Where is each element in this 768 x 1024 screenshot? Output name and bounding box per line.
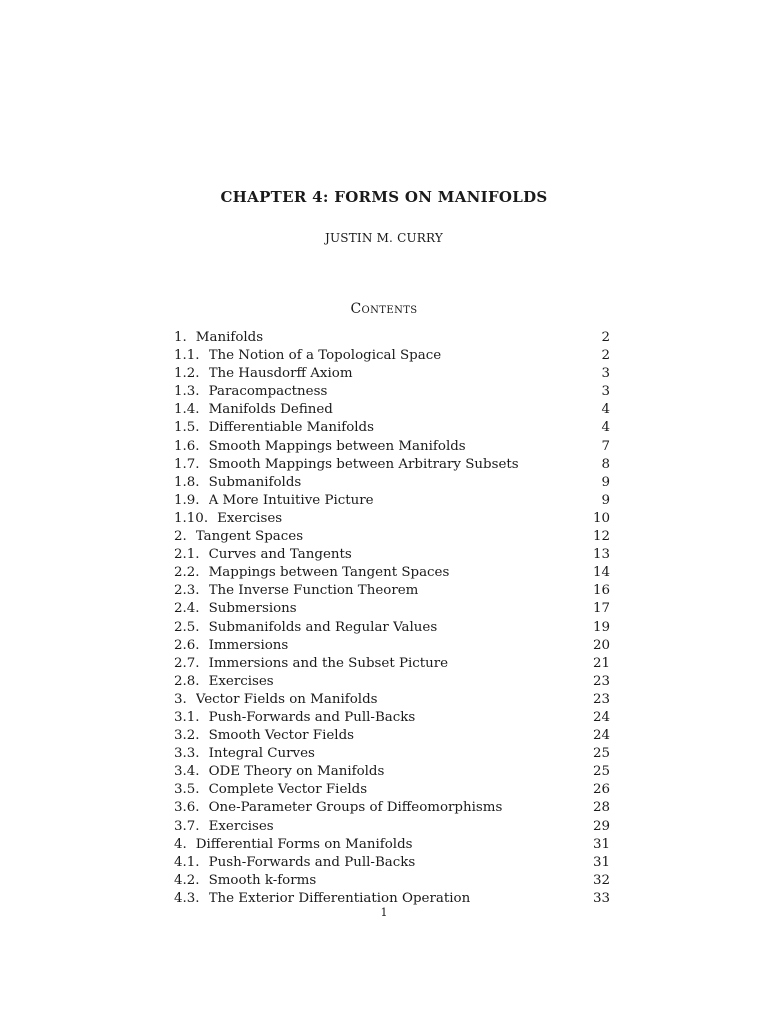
toc-entry-number: 1.7. — [174, 456, 200, 472]
toc-entry-number: 3.1. — [174, 709, 200, 725]
toc-entry-page: 9 — [601, 492, 610, 508]
toc-entry-number: 1. — [174, 330, 187, 345]
toc-entry — [174, 510, 610, 528]
toc-entry-title: Submanifolds — [208, 474, 302, 490]
toc-entry — [174, 854, 610, 872]
toc-entry-number: 1.3. — [174, 384, 200, 400]
toc-entry-title: The Exterior Differentiation Operation — [208, 890, 471, 906]
toc-entry — [174, 474, 610, 492]
author-name: JUSTIN M. CURRY — [324, 231, 444, 245]
table-of-contents — [174, 329, 610, 908]
toc-entry — [174, 673, 610, 691]
toc-entry-number: 2.5. — [174, 619, 200, 635]
toc-entry-page: 8 — [601, 456, 610, 472]
toc-entry — [174, 836, 610, 854]
toc-entry — [174, 781, 610, 799]
toc-entry-page: 23 — [592, 673, 610, 689]
toc-entry-page: 13 — [592, 547, 610, 563]
toc-entry-title: Manifolds — [195, 330, 264, 345]
toc-entry-page: 29 — [592, 818, 610, 834]
toc-entry-title: Manifolds Defined — [208, 402, 333, 418]
toc-entry-page: 32 — [592, 872, 610, 888]
toc-entry-number: 2.6. — [174, 637, 200, 653]
toc-entry-title: Push-Forwards and Pull-Backs — [208, 854, 416, 870]
toc-entry-page: 2 — [601, 330, 610, 345]
toc-entry-title: Smooth Mappings between Manifolds — [208, 438, 466, 454]
toc-entry-number: 4.2. — [174, 872, 200, 888]
toc-entry-page: 31 — [592, 836, 610, 852]
toc-entry — [174, 872, 610, 890]
toc-entry-number: 3. — [174, 691, 187, 707]
toc-entry-title: Tangent Spaces — [195, 529, 304, 545]
toc-entry-page: 19 — [592, 619, 610, 635]
toc-entry-title: Smooth Mappings between Arbitrary Subsets — [208, 456, 519, 472]
page-number: 1 — [380, 906, 388, 919]
toc-entry — [174, 637, 610, 655]
toc-entry-number: 4.1. — [174, 854, 200, 870]
toc-entry-page: 9 — [601, 474, 610, 490]
toc-entry-number: 3.3. — [174, 746, 200, 762]
toc-entry-title: Immersions and the Subset Picture — [208, 655, 449, 671]
toc-entry-title: Immersions — [208, 637, 289, 653]
toc-entry — [174, 528, 610, 546]
toc-entry — [174, 401, 610, 419]
toc-entry — [174, 419, 610, 437]
toc-entry-number: 1.6. — [174, 438, 200, 454]
toc-entry-page: 17 — [592, 601, 610, 617]
toc-entry — [174, 799, 610, 817]
toc-entry-page: 10 — [592, 510, 610, 526]
toc-entry-title: Submersions — [208, 601, 297, 617]
toc-entry — [174, 745, 610, 763]
toc-entry-number: 3.2. — [174, 728, 200, 744]
toc-entry-number: 3.7. — [174, 818, 200, 834]
toc-entry-page: 23 — [592, 691, 610, 707]
toc-entry-page: 33 — [592, 890, 610, 906]
toc-entry — [174, 709, 610, 727]
toc-entry-number: 2.2. — [174, 565, 200, 581]
toc-entry — [174, 655, 610, 673]
toc-entry-number: 2.1. — [174, 547, 200, 563]
toc-entry-title: Paracompactness — [208, 384, 328, 400]
toc-entry-number: 3.6. — [174, 800, 200, 816]
toc-entry-title: Smooth Vector Fields — [208, 728, 355, 744]
toc-entry-number: 1.4. — [174, 402, 200, 418]
toc-entry-title: The Inverse Function Theorem — [208, 583, 419, 599]
toc-entry-number: 2.4. — [174, 601, 200, 617]
toc-entry-number: 3.5. — [174, 782, 200, 798]
toc-entry — [174, 619, 610, 637]
toc-entry-page: 4 — [601, 420, 610, 436]
toc-entry-title: Curves and Tangents — [208, 547, 352, 563]
toc-entry-page: 26 — [592, 782, 610, 798]
toc-entry-title: Complete Vector Fields — [208, 782, 368, 798]
toc-entry-page: 31 — [592, 854, 610, 870]
toc-entry — [174, 818, 610, 836]
toc-entry — [174, 365, 610, 383]
toc-entry — [174, 564, 610, 582]
toc-entry — [174, 329, 610, 347]
toc-entry-title: The Hausdorff Axiom — [208, 366, 353, 382]
toc-entry-page: 14 — [592, 565, 610, 581]
toc-entry — [174, 600, 610, 618]
toc-entry-title: The Notion of a Topological Space — [208, 348, 442, 364]
toc-entry-title: Integral Curves — [208, 746, 315, 762]
toc-entry — [174, 727, 610, 745]
toc-entry-title: ODE Theory on Manifolds — [208, 764, 385, 780]
toc-entry-title: Exercises — [208, 818, 274, 834]
toc-entry-number: 1.1. — [174, 348, 200, 364]
toc-entry-number: 4. — [174, 836, 187, 852]
toc-entry — [174, 763, 610, 781]
toc-entry-page: 28 — [592, 800, 610, 816]
toc-entry-page: 16 — [592, 583, 610, 599]
toc-entry-page: 4 — [601, 402, 610, 418]
toc-entry-number: 1.8. — [174, 474, 200, 490]
toc-entry-title: One-Parameter Groups of Diffeomorphisms — [208, 800, 503, 816]
toc-entry-number: 1.9. — [174, 492, 200, 508]
toc-entry-number: 1.10. — [174, 510, 209, 526]
toc-entry-title: A More Intuitive Picture — [208, 492, 374, 508]
toc-entry-number: 2.7. — [174, 655, 200, 671]
chapter-title: CHAPTER 4: FORMS ON MANIFOLDS — [220, 188, 548, 206]
toc-entry — [174, 383, 610, 401]
toc-entry-page: 21 — [592, 655, 610, 671]
toc-entry-page: 3 — [601, 384, 610, 400]
toc-entry-number: 1.2. — [174, 366, 200, 382]
contents-heading: Contents — [350, 301, 418, 317]
toc-entry-number: 1.5. — [174, 420, 200, 436]
toc-entry-page: 7 — [601, 438, 610, 454]
toc-entry — [174, 347, 610, 365]
toc-entry — [174, 691, 610, 709]
toc-entry-page: 2 — [601, 348, 610, 364]
toc-entry-page: 25 — [592, 764, 610, 780]
toc-entry-page: 12 — [592, 529, 610, 545]
toc-entry — [174, 456, 610, 474]
toc-entry-title: Push-Forwards and Pull-Backs — [208, 709, 416, 725]
toc-entry-number: 2.8. — [174, 673, 200, 689]
toc-entry-number: 3.4. — [174, 764, 200, 780]
toc-entry — [174, 492, 610, 510]
toc-entry-title: Mappings between Tangent Spaces — [208, 565, 450, 581]
toc-entry-number: 2. — [174, 529, 187, 545]
toc-entry-page: 24 — [592, 728, 610, 744]
toc-entry-page: 3 — [601, 366, 610, 382]
toc-entry-page: 20 — [592, 637, 610, 653]
toc-entry-page: 24 — [592, 709, 610, 725]
toc-entry-title: Exercises — [208, 673, 274, 689]
toc-entry-page: 25 — [592, 746, 610, 762]
toc-entry-title: Vector Fields on Manifolds — [195, 691, 378, 707]
toc-entry-title: Smooth k-forms — [208, 872, 317, 888]
toc-entry-title: Exercises — [217, 510, 283, 526]
toc-entry-number: 4.3. — [174, 890, 200, 906]
toc-entry — [174, 438, 610, 456]
toc-entry-title: Differentiable Manifolds — [208, 420, 374, 436]
toc-entry-title: Submanifolds and Regular Values — [208, 619, 438, 635]
toc-entry — [174, 582, 610, 600]
toc-entry-number: 2.3. — [174, 583, 200, 599]
toc-entry-title: Differential Forms on Manifolds — [195, 836, 413, 852]
toc-entry — [174, 546, 610, 564]
